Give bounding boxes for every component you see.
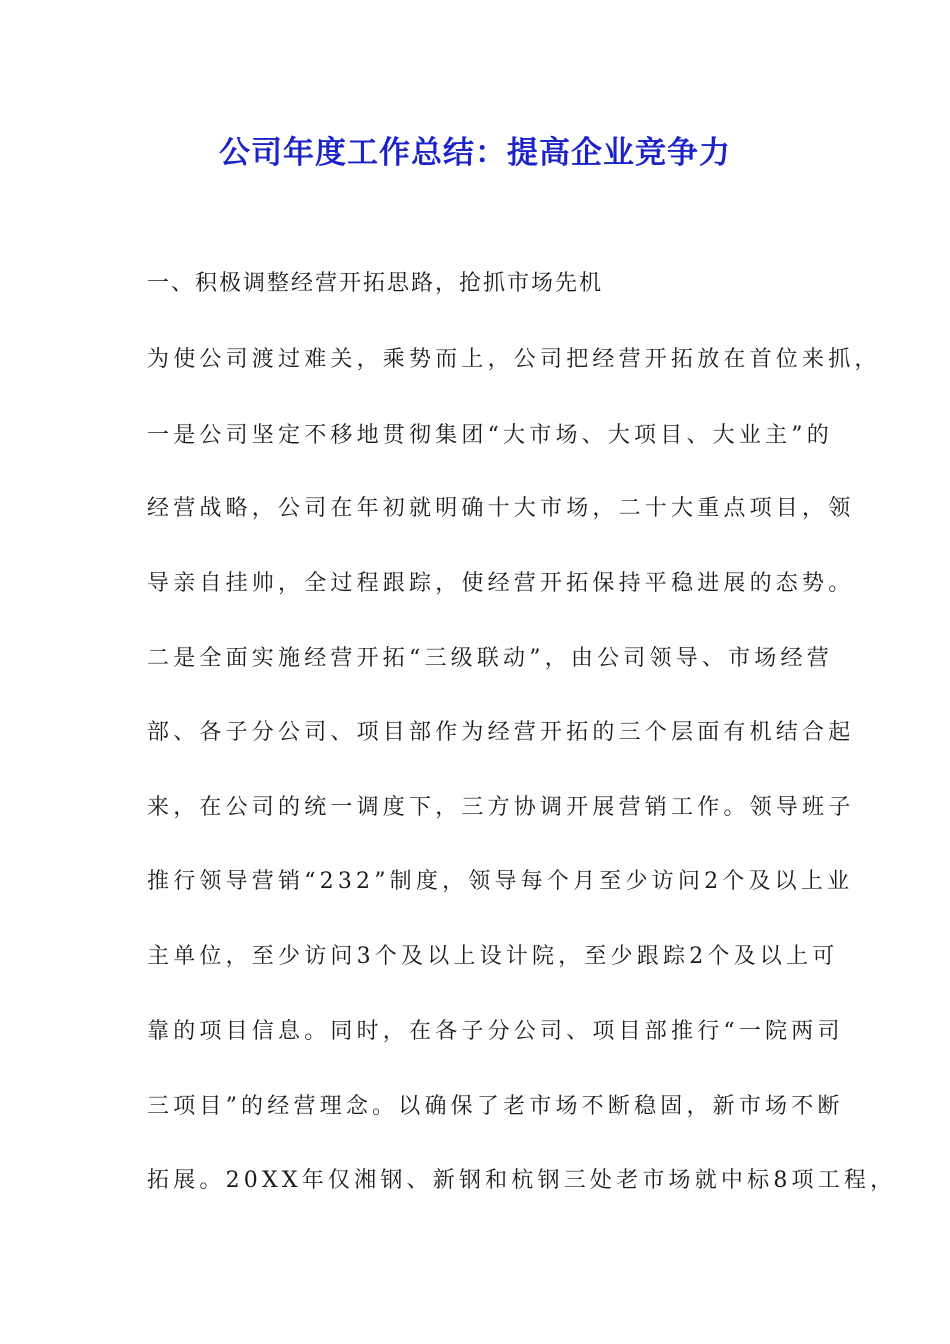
body-line: 为使公司渡过难关，乘势而上，公司把经营开拓放在首位来抓，: [147, 347, 881, 372]
document-title: 公司年度工作总结：提高企业竞争力: [219, 135, 731, 171]
body-line: 经营战略，公司在年初就明确十大市场，二十大重点项目，领: [147, 496, 855, 521]
body-line: 一是公司坚定不移地贯彻集团“大市场、大项目、大业主”的: [147, 423, 833, 448]
body-line: 二是全面实施经营开拓“三级联动”，由公司领导、市场经营: [147, 646, 833, 671]
body-line: 靠的项目信息。同时，在各子分公司、项目部推行“一院两司: [147, 1019, 844, 1044]
body-line: 推行领导营销“232”制度，领导每个月至少访问2个及以上业: [147, 869, 854, 894]
body-line: 主单位，至少访问3个及以上设计院，至少跟踪2个及以上可: [147, 944, 839, 969]
body-line: 部、各子分公司、项目部作为经营开拓的三个层面有机结合起: [147, 720, 855, 745]
body-line: 拓展。20XX年仅湘钢、新钢和杭钢三处老市场就中标8项工程，: [147, 1168, 897, 1193]
body-line: 三项目”的经营理念。以确保了老市场不断稳固，新市场不断: [147, 1094, 844, 1119]
body-line: 导亲自挂帅，全过程跟踪，使经营开拓保持平稳进展的态势。: [147, 571, 855, 596]
body-line: 来，在公司的统一调度下，三方协调开展营销工作。领导班子: [147, 795, 855, 820]
section-heading: 一、积极调整经营开拓思路，抢抓市场先机: [147, 271, 604, 296]
